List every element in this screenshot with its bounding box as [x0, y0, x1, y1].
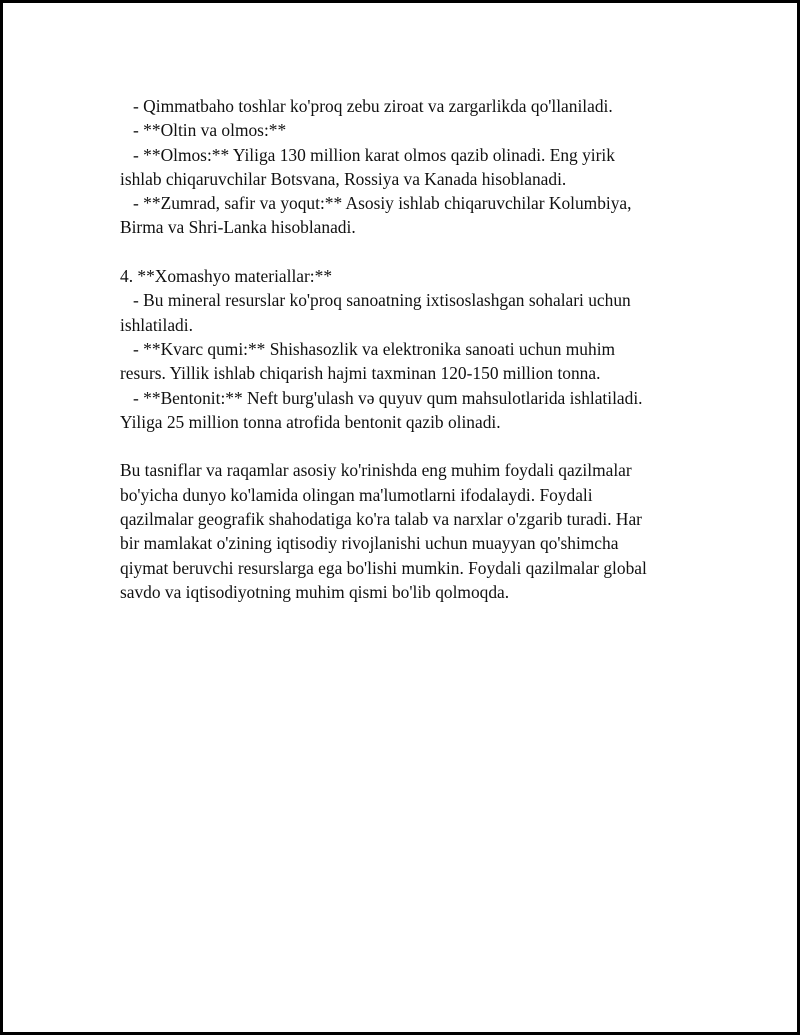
text-line: - Bu mineral resurslar ko'proq sanoatning ixtisoslashgan sohalari uchun: [120, 290, 631, 311]
text-line: bo'yicha dunyo ko'lamida olingan ma'lumotlarni ifodalaydi. Foydali: [120, 484, 593, 505]
precious-stones-section: [120, 94, 690, 240]
text-line: Bu tasniflar va raqamlar asosiy ko'rinishda eng muhim foydali qazilmalar: [120, 460, 632, 481]
text-line: savdo va iqtisodiyotning muhim qismi bo'lib qolmoqda.: [120, 581, 510, 602]
text-line: Birma va Shri-Lanka hisoblanadi.: [120, 217, 356, 238]
text-line: - **Zumrad, safir va yoqut:** Asosiy ishlab chiqaruvchilar Kolumbiya,: [120, 193, 632, 214]
text-line: Yiliga 25 million tonna atrofida bentonit qazib olinadi.: [120, 411, 501, 432]
text-line: resurs. Yillik ishlab chiqarish hajmi taxminan 120-150 million tonna.: [120, 363, 601, 384]
text-line: - Qimmatbaho toshlar ko'proq zebu ziroat va zargarlikda qo'llaniladi.: [120, 96, 613, 116]
conclusion-paragraph: [120, 458, 690, 604]
text-line: qazilmalar geografik shahodatiga ko'ra talab va narxlar o'zgarib turadi. Har: [120, 509, 642, 530]
raw-materials-section: [120, 264, 690, 434]
text-line: bir mamlakat o'zining iqtisodiy rivojlanishi uchun muayyan qo'shimcha: [120, 533, 619, 554]
text-line: ishlab chiqaruvchilar Botsvana, Rossiya va Kanada hisoblanadi.: [120, 168, 567, 189]
paragraph-spacer: [120, 434, 690, 458]
section-heading: 4. **Xomashyo materiallar:**: [120, 266, 333, 287]
text-line: ishlatiladi.: [120, 314, 193, 335]
paragraph-spacer: [120, 240, 690, 264]
text-line: - **Oltin va olmos:**: [120, 120, 287, 141]
text-line: - **Bentonit:** Neft burg'ulash və quyuv qum mahsulotlarida ishlatiladi.: [120, 387, 643, 408]
document-body: [120, 94, 690, 604]
text-line: - **Olmos:** Yiliga 130 million karat olmos qazib olinadi. Eng yirik: [120, 144, 615, 165]
text-line: qiymat beruvchi resurslarga ega bo'lishi mumkin. Foydali qazilmalar global: [120, 557, 647, 578]
text-line: - **Kvarc qumi:** Shishasozlik va elektronika sanoati uchun muhim: [120, 338, 616, 359]
